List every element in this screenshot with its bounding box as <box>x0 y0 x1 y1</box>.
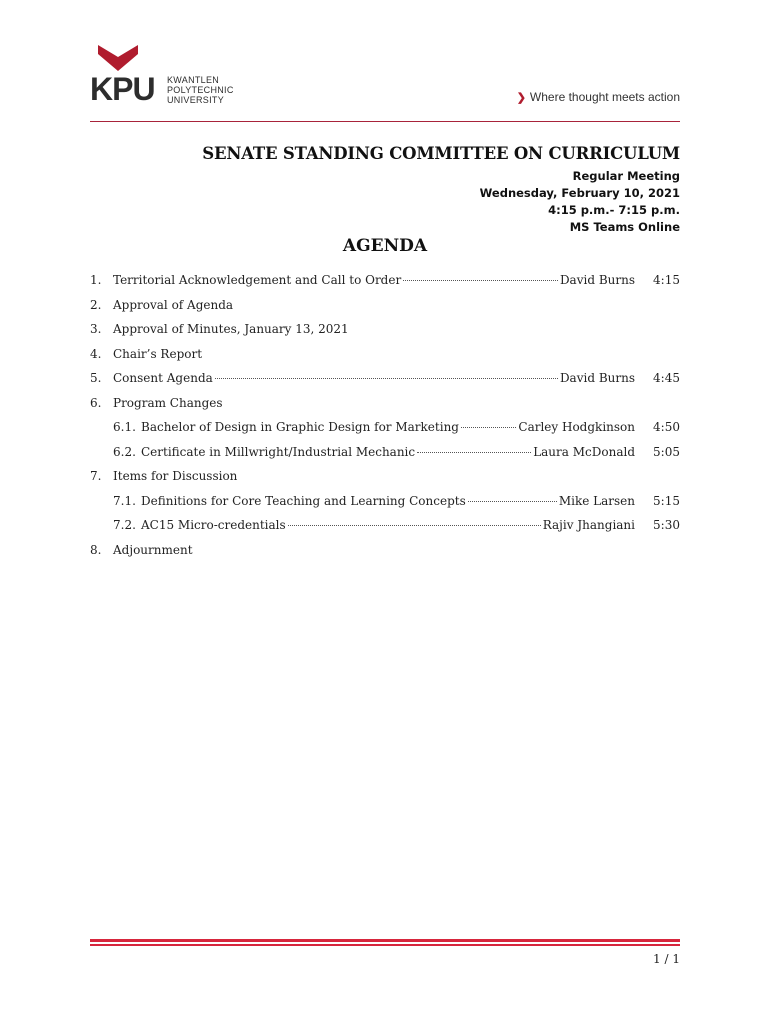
item-presenter: Mike Larsen <box>558 493 635 508</box>
item-presenter: Carley Hodgkinson <box>518 420 635 434</box>
item-label: Items for Discussion <box>113 469 238 483</box>
header-divider <box>90 121 680 122</box>
agenda-item <box>90 469 680 494</box>
item-number: 5. <box>90 371 102 385</box>
item-number: 7. <box>90 469 102 483</box>
item-presenter: David Burns <box>559 371 635 385</box>
agenda-subitem <box>90 494 680 519</box>
item-label: Approval of Agenda <box>113 297 234 312</box>
item-number: 6. <box>90 395 102 410</box>
item-label: Approval of Minutes, January 13, 2021 <box>113 322 349 336</box>
agenda-heading: AGENDA <box>342 236 428 256</box>
item-number: 7.2. <box>113 518 136 532</box>
footer-rule <box>90 944 680 946</box>
agenda-subitem <box>90 518 680 543</box>
logo-name-line: UNIVERSITY <box>167 95 225 105</box>
dot-leader <box>403 280 558 281</box>
tagline-text: Where thought meets action <box>529 90 680 104</box>
kpu-logo <box>90 45 250 107</box>
logo-letters: KPU <box>90 71 155 107</box>
item-number: 8. <box>90 542 102 557</box>
kpu-chevron-mark-icon <box>98 45 138 71</box>
item-presenter: David Burns <box>559 273 635 287</box>
item-label: Definitions for Core Teaching and Learning Concepts <box>141 493 466 508</box>
item-number: 6.2. <box>113 444 136 459</box>
item-label: Bachelor of Design in Graphic Design for Marketing <box>141 420 459 434</box>
agenda-item <box>90 371 680 396</box>
item-number: 7.1. <box>113 493 136 508</box>
dot-leader <box>288 525 541 526</box>
item-label: Chair’s Report <box>113 346 203 361</box>
agenda-list <box>90 273 680 567</box>
item-label: Territorial Acknowledgement and Call to Order <box>113 273 402 287</box>
item-time: 4:15 <box>653 273 680 287</box>
item-number: 6.1. <box>113 420 136 434</box>
meeting-details <box>480 168 680 236</box>
logo-university-name <box>167 75 234 105</box>
agenda-subitem <box>90 445 680 470</box>
tagline <box>517 90 680 104</box>
meeting-date: Wednesday, February 10, 2021 <box>479 186 680 200</box>
item-label: Consent Agenda <box>113 371 213 385</box>
agenda-subitem <box>90 420 680 445</box>
agenda-item <box>90 543 680 568</box>
item-label: Program Changes <box>113 395 223 410</box>
item-time: 5:15 <box>653 493 680 508</box>
item-number: 3. <box>90 322 102 336</box>
item-time: 4:50 <box>653 420 680 434</box>
item-time: 5:30 <box>653 518 680 532</box>
agenda-item <box>90 396 680 421</box>
footer-rule <box>90 939 680 942</box>
logo-name-line: POLYTECHNIC <box>167 85 234 95</box>
committee-title: SENATE STANDING COMMITTEE ON CURRICULUM <box>202 144 680 163</box>
agenda-item <box>90 347 680 372</box>
item-label: AC15 Micro-credentials <box>141 518 286 532</box>
item-label: Certificate in Millwright/Industrial Mechanic <box>141 444 416 459</box>
item-presenter: Laura McDonald <box>533 444 635 459</box>
dot-leader <box>468 501 557 502</box>
page-number: 1 / 1 <box>653 952 680 966</box>
meeting-location: MS Teams Online <box>569 220 680 234</box>
agenda-item <box>90 273 680 298</box>
meeting-type: Regular Meeting <box>572 169 680 183</box>
item-presenter: Rajiv Jhangiani <box>542 518 635 532</box>
item-number: 4. <box>90 346 102 361</box>
dot-leader <box>215 378 558 379</box>
dot-leader <box>461 427 516 428</box>
chevron-right-icon: ❯ <box>516 91 526 104</box>
logo-name-line: KWANTLEN <box>167 75 220 85</box>
agenda-item <box>90 298 680 323</box>
item-number: 2. <box>90 297 102 312</box>
item-number: 1. <box>90 273 102 287</box>
item-label: Adjournment <box>113 542 193 557</box>
agenda-item <box>90 322 680 347</box>
item-time: 4:45 <box>653 371 680 385</box>
meeting-time: 4:15 p.m.- 7:15 p.m. <box>548 203 680 217</box>
item-time: 5:05 <box>653 444 680 459</box>
dot-leader <box>417 452 531 453</box>
